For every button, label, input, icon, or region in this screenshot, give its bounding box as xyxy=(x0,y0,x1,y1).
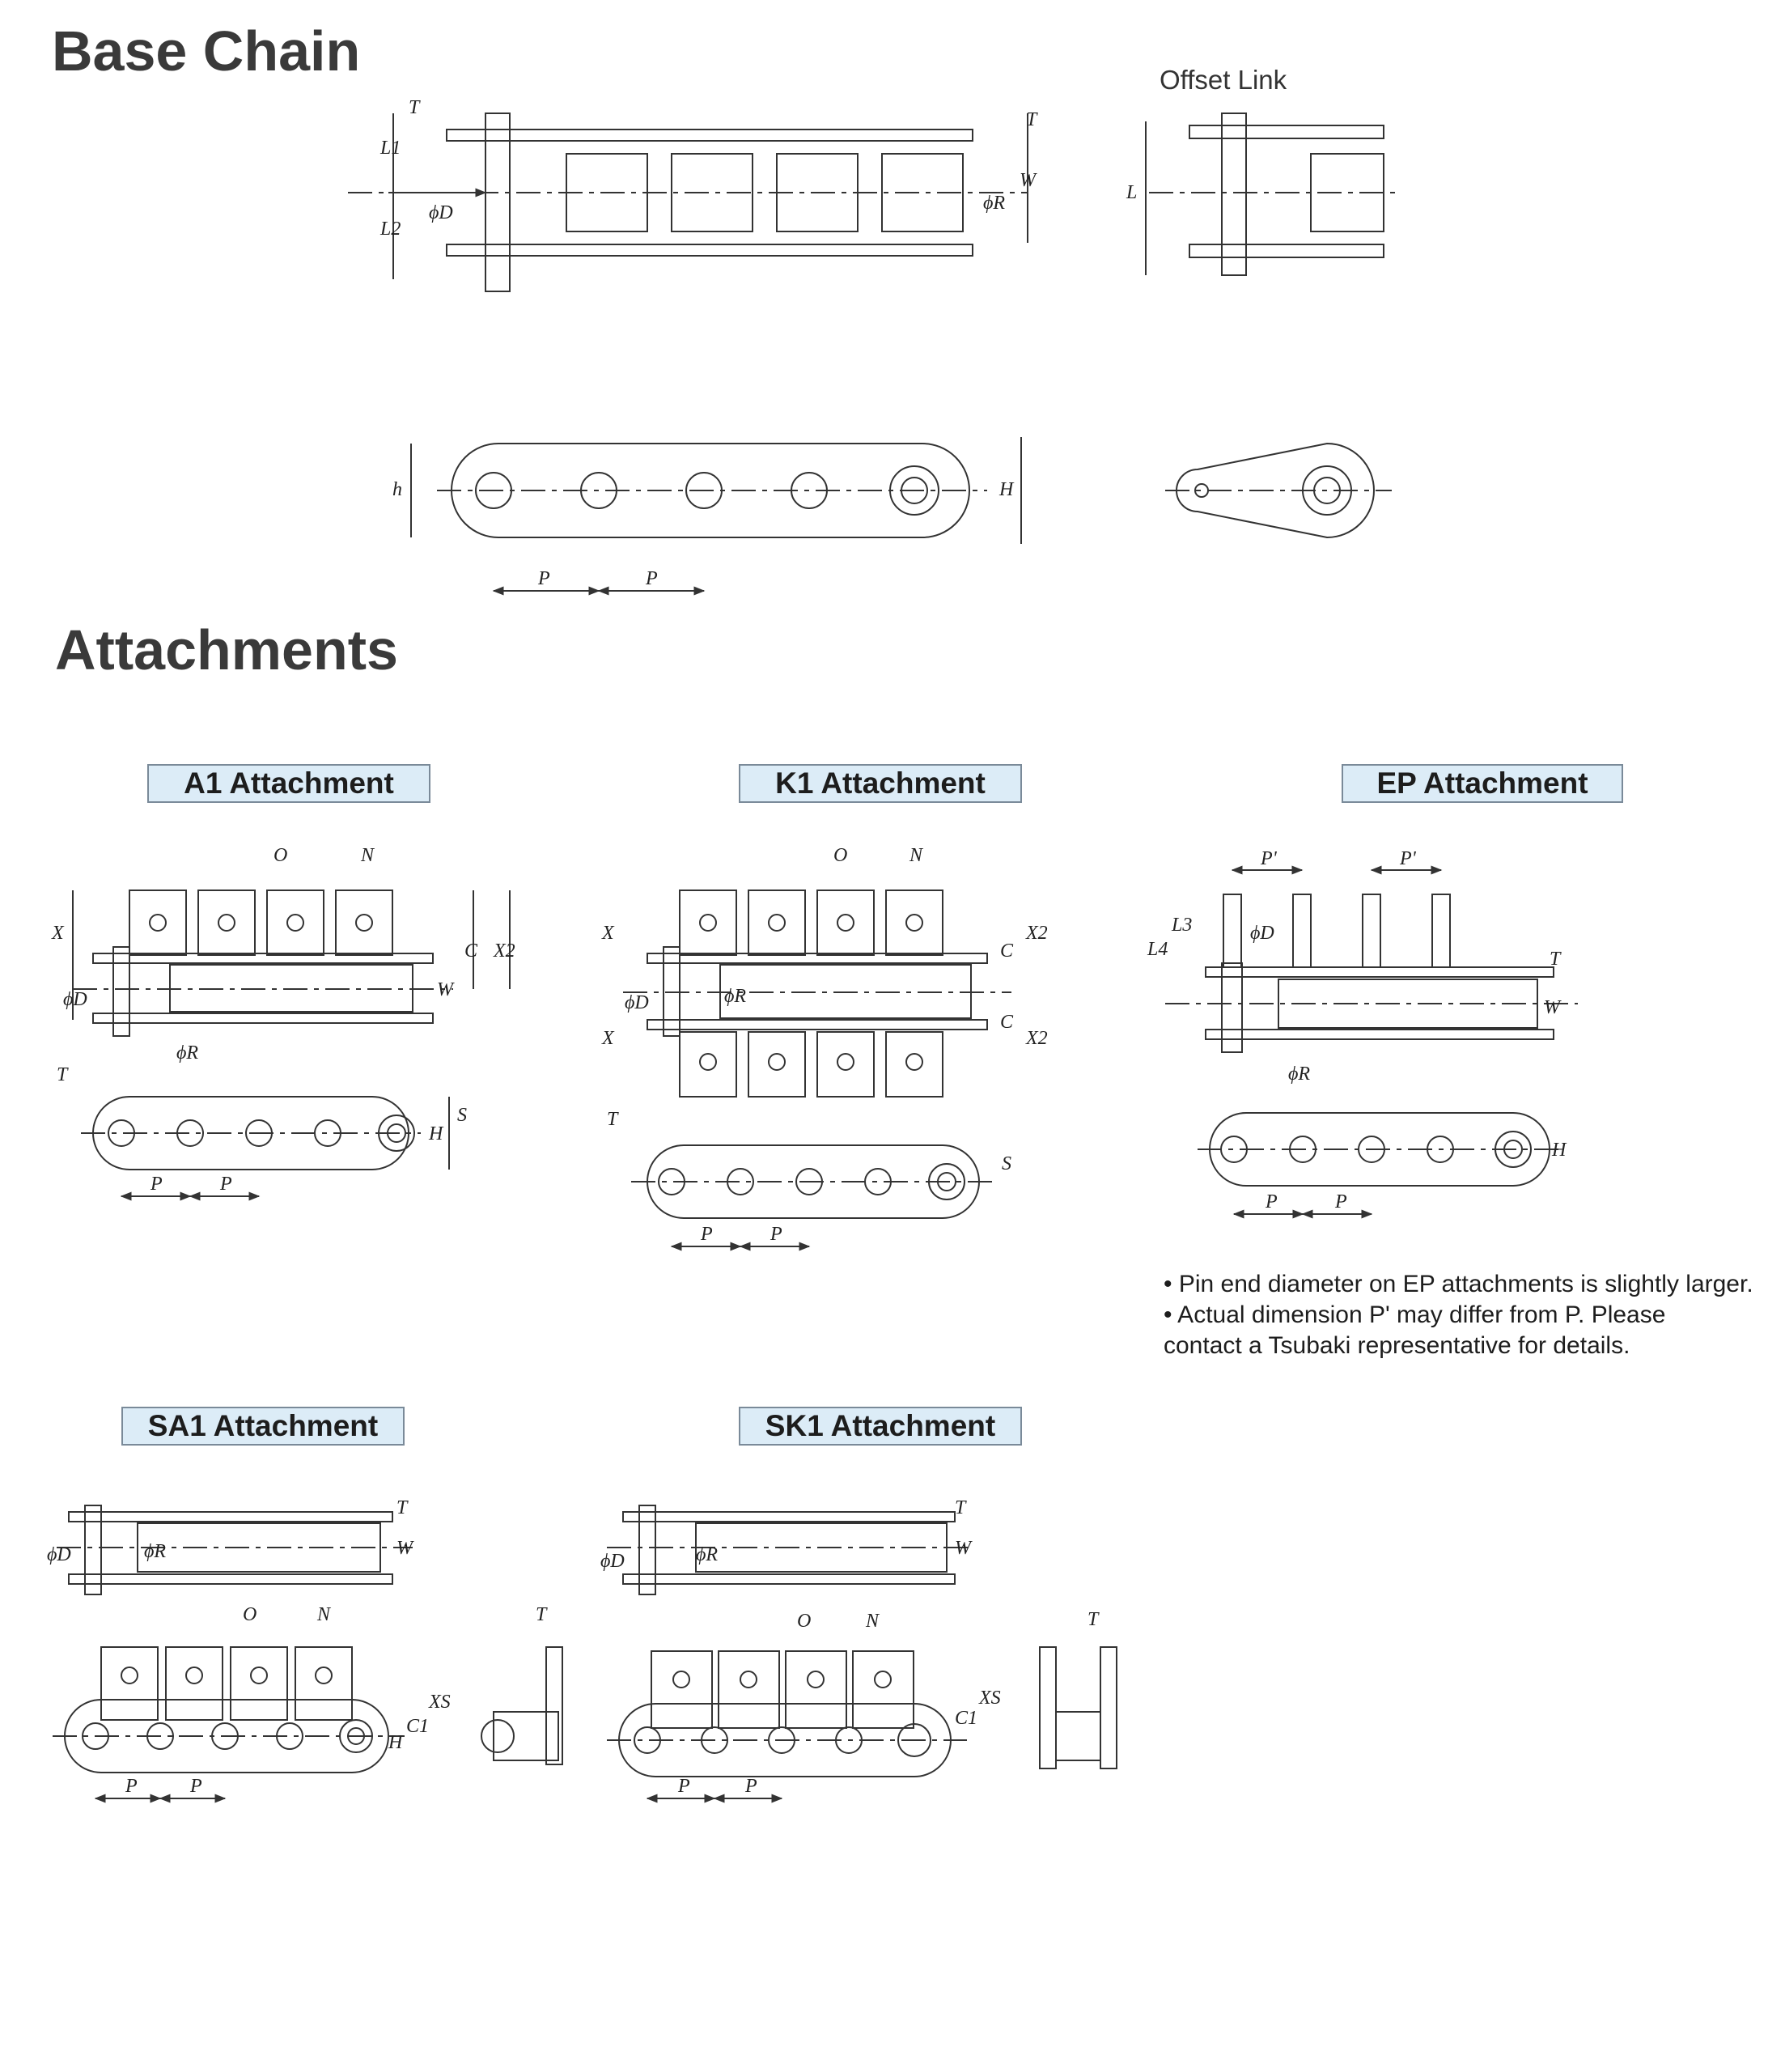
offset-link-top-text xyxy=(1126,182,1137,203)
k1-attachment-label: K1 Attachment xyxy=(739,764,1022,803)
dim-T-sa1-end: T xyxy=(536,1604,547,1625)
dim-P1-base: P xyxy=(538,568,550,589)
dim-N-k1: N xyxy=(909,845,923,866)
dim-phiR-sk1: ϕR xyxy=(696,1544,719,1565)
ep-attachment-label: EP Attachment xyxy=(1342,764,1623,803)
dim-X1-k1: X xyxy=(602,923,614,944)
dim-T-sa1: T xyxy=(396,1497,408,1518)
k1-side-view xyxy=(631,1145,995,1246)
dim-phiD-a1: ϕD xyxy=(63,989,87,1010)
dim-L3-ep: L3 xyxy=(1172,915,1193,936)
base-chain-top-dimension-text xyxy=(379,97,1038,240)
dim-C2-k1: C xyxy=(1000,1012,1014,1033)
dim-X2-a1: X2 xyxy=(494,940,515,962)
dim-C1-k1: C xyxy=(1000,940,1014,962)
dim-T-sk1: T xyxy=(955,1497,966,1518)
ep-note-2: • Actual dimension P' may differ from P. Please xyxy=(1164,1301,1666,1328)
a1-side-view xyxy=(81,1097,449,1196)
dim-P2-base: P xyxy=(646,568,658,589)
offset-link-top-view xyxy=(1146,113,1400,275)
dim-phiR-ep: ϕR xyxy=(1288,1064,1311,1085)
dim-O-sk1: O xyxy=(797,1611,812,1632)
dim-N-sk1: N xyxy=(866,1611,880,1632)
dim-W-sa1: W xyxy=(396,1538,413,1559)
dim-L-offset: L xyxy=(1126,182,1138,203)
dim-P2-sk1: P xyxy=(745,1776,757,1797)
heading-attachments: Attachments xyxy=(55,618,398,681)
dim-W-a1: W xyxy=(437,979,453,1000)
dim-X2b-k1: X2 xyxy=(1026,1028,1048,1049)
heading-base-chain: Base Chain xyxy=(52,19,361,83)
dim-O-sa1: O xyxy=(243,1604,257,1625)
sk1-attachment-label: SK1 Attachment xyxy=(739,1407,1022,1446)
dim-H-a1: H xyxy=(429,1123,443,1144)
base-chain-side-view xyxy=(411,437,1021,591)
sa1-attachment-label: SA1 Attachment xyxy=(121,1407,405,1446)
ep-side-view xyxy=(1198,1113,1562,1214)
dim-N-a1: N xyxy=(361,845,375,866)
dim-C-a1: C xyxy=(464,940,478,962)
dim-h: h xyxy=(392,479,402,500)
dim-C1-sa1: C1 xyxy=(406,1716,430,1737)
dim-XS-sa1: XS xyxy=(429,1692,451,1713)
dim-P2-k1: P xyxy=(770,1224,782,1245)
dim-H-base: H xyxy=(999,479,1014,500)
dim-T-sk1-end: T xyxy=(1088,1609,1099,1630)
ep-note-3: contact a Tsubaki representative for details. xyxy=(1164,1332,1630,1359)
dim-T-k1: T xyxy=(607,1109,618,1130)
dim-phiR-a1: ϕR xyxy=(176,1042,199,1064)
dim-P1-ep: P xyxy=(1266,1191,1278,1212)
dim-phiD-sk1: ϕD xyxy=(600,1551,625,1572)
dim-L2: L2 xyxy=(380,219,401,240)
dim-P1-a1: P xyxy=(151,1174,163,1195)
k1-top-view xyxy=(623,890,1011,1097)
dim-X2a-k1: X2 xyxy=(1026,923,1048,944)
ep-top-view xyxy=(1165,870,1578,1052)
dim-phiR-base: ϕR xyxy=(983,193,1006,214)
dim-T-top: T xyxy=(409,97,420,118)
dim-phiD-sa1: ϕD xyxy=(47,1544,71,1565)
dim-H-ep: H xyxy=(1552,1140,1567,1161)
offset-link-label: Offset Link xyxy=(1160,65,1287,95)
k1-side-text xyxy=(607,1109,1011,1245)
dim-T-ep: T xyxy=(1550,949,1561,970)
dim-P1-k1: P xyxy=(701,1224,713,1245)
dim-W-base: W xyxy=(1020,170,1036,191)
dim-P2-ep: P xyxy=(1335,1191,1347,1212)
dim-O-a1: O xyxy=(273,845,288,866)
ep-note-1: • Pin end diameter on EP attachments is slightly larger. xyxy=(1164,1271,1753,1297)
dim-H-sa1: H xyxy=(388,1732,403,1753)
dim-P1-sa1: P xyxy=(125,1776,138,1797)
dim-T-right: T xyxy=(1026,109,1037,130)
dim-phiR-k1: ϕR xyxy=(724,986,747,1007)
dim-L1: L1 xyxy=(380,138,401,159)
dim-W-ep: W xyxy=(1544,997,1560,1018)
dim-S-k1: S xyxy=(1002,1153,1011,1174)
dim-phiD-base: ϕD xyxy=(429,202,453,223)
dim-XS-sk1: XS xyxy=(979,1688,1001,1709)
dim-P1-sk1: P xyxy=(678,1776,690,1797)
dim-S-a1: S xyxy=(457,1105,467,1126)
a1-attachment-label: A1 Attachment xyxy=(147,764,430,803)
dim-W-sk1: W xyxy=(955,1538,971,1559)
dim-X2lbl-k1: X xyxy=(602,1028,614,1049)
dim-L4-ep: L4 xyxy=(1147,939,1168,960)
a1-top-view xyxy=(73,890,510,1036)
dim-phiR-sa1: ϕR xyxy=(144,1541,167,1562)
dim-phiD-k1: ϕD xyxy=(625,992,649,1013)
offset-link-side-view xyxy=(1165,444,1392,537)
dim-O-k1: O xyxy=(833,845,848,866)
dim-Pprime1-ep: P' xyxy=(1261,848,1277,869)
sa1-top-text xyxy=(47,1497,414,1565)
sk1-top-view xyxy=(607,1505,971,1594)
dim-Pprime2-ep: P' xyxy=(1400,848,1416,869)
dim-phiD-ep: ϕD xyxy=(1250,923,1274,944)
dim-N-sa1: N xyxy=(317,1604,331,1625)
sa1-top-view xyxy=(57,1505,413,1594)
dim-C1-sk1: C1 xyxy=(955,1708,978,1729)
dim-X-a1: X xyxy=(52,923,64,944)
dim-T-a1: T xyxy=(57,1064,68,1085)
dim-P2-sa1: P xyxy=(190,1776,202,1797)
dim-P2-a1: P xyxy=(220,1174,232,1195)
base-chain-side-text xyxy=(392,479,1015,589)
